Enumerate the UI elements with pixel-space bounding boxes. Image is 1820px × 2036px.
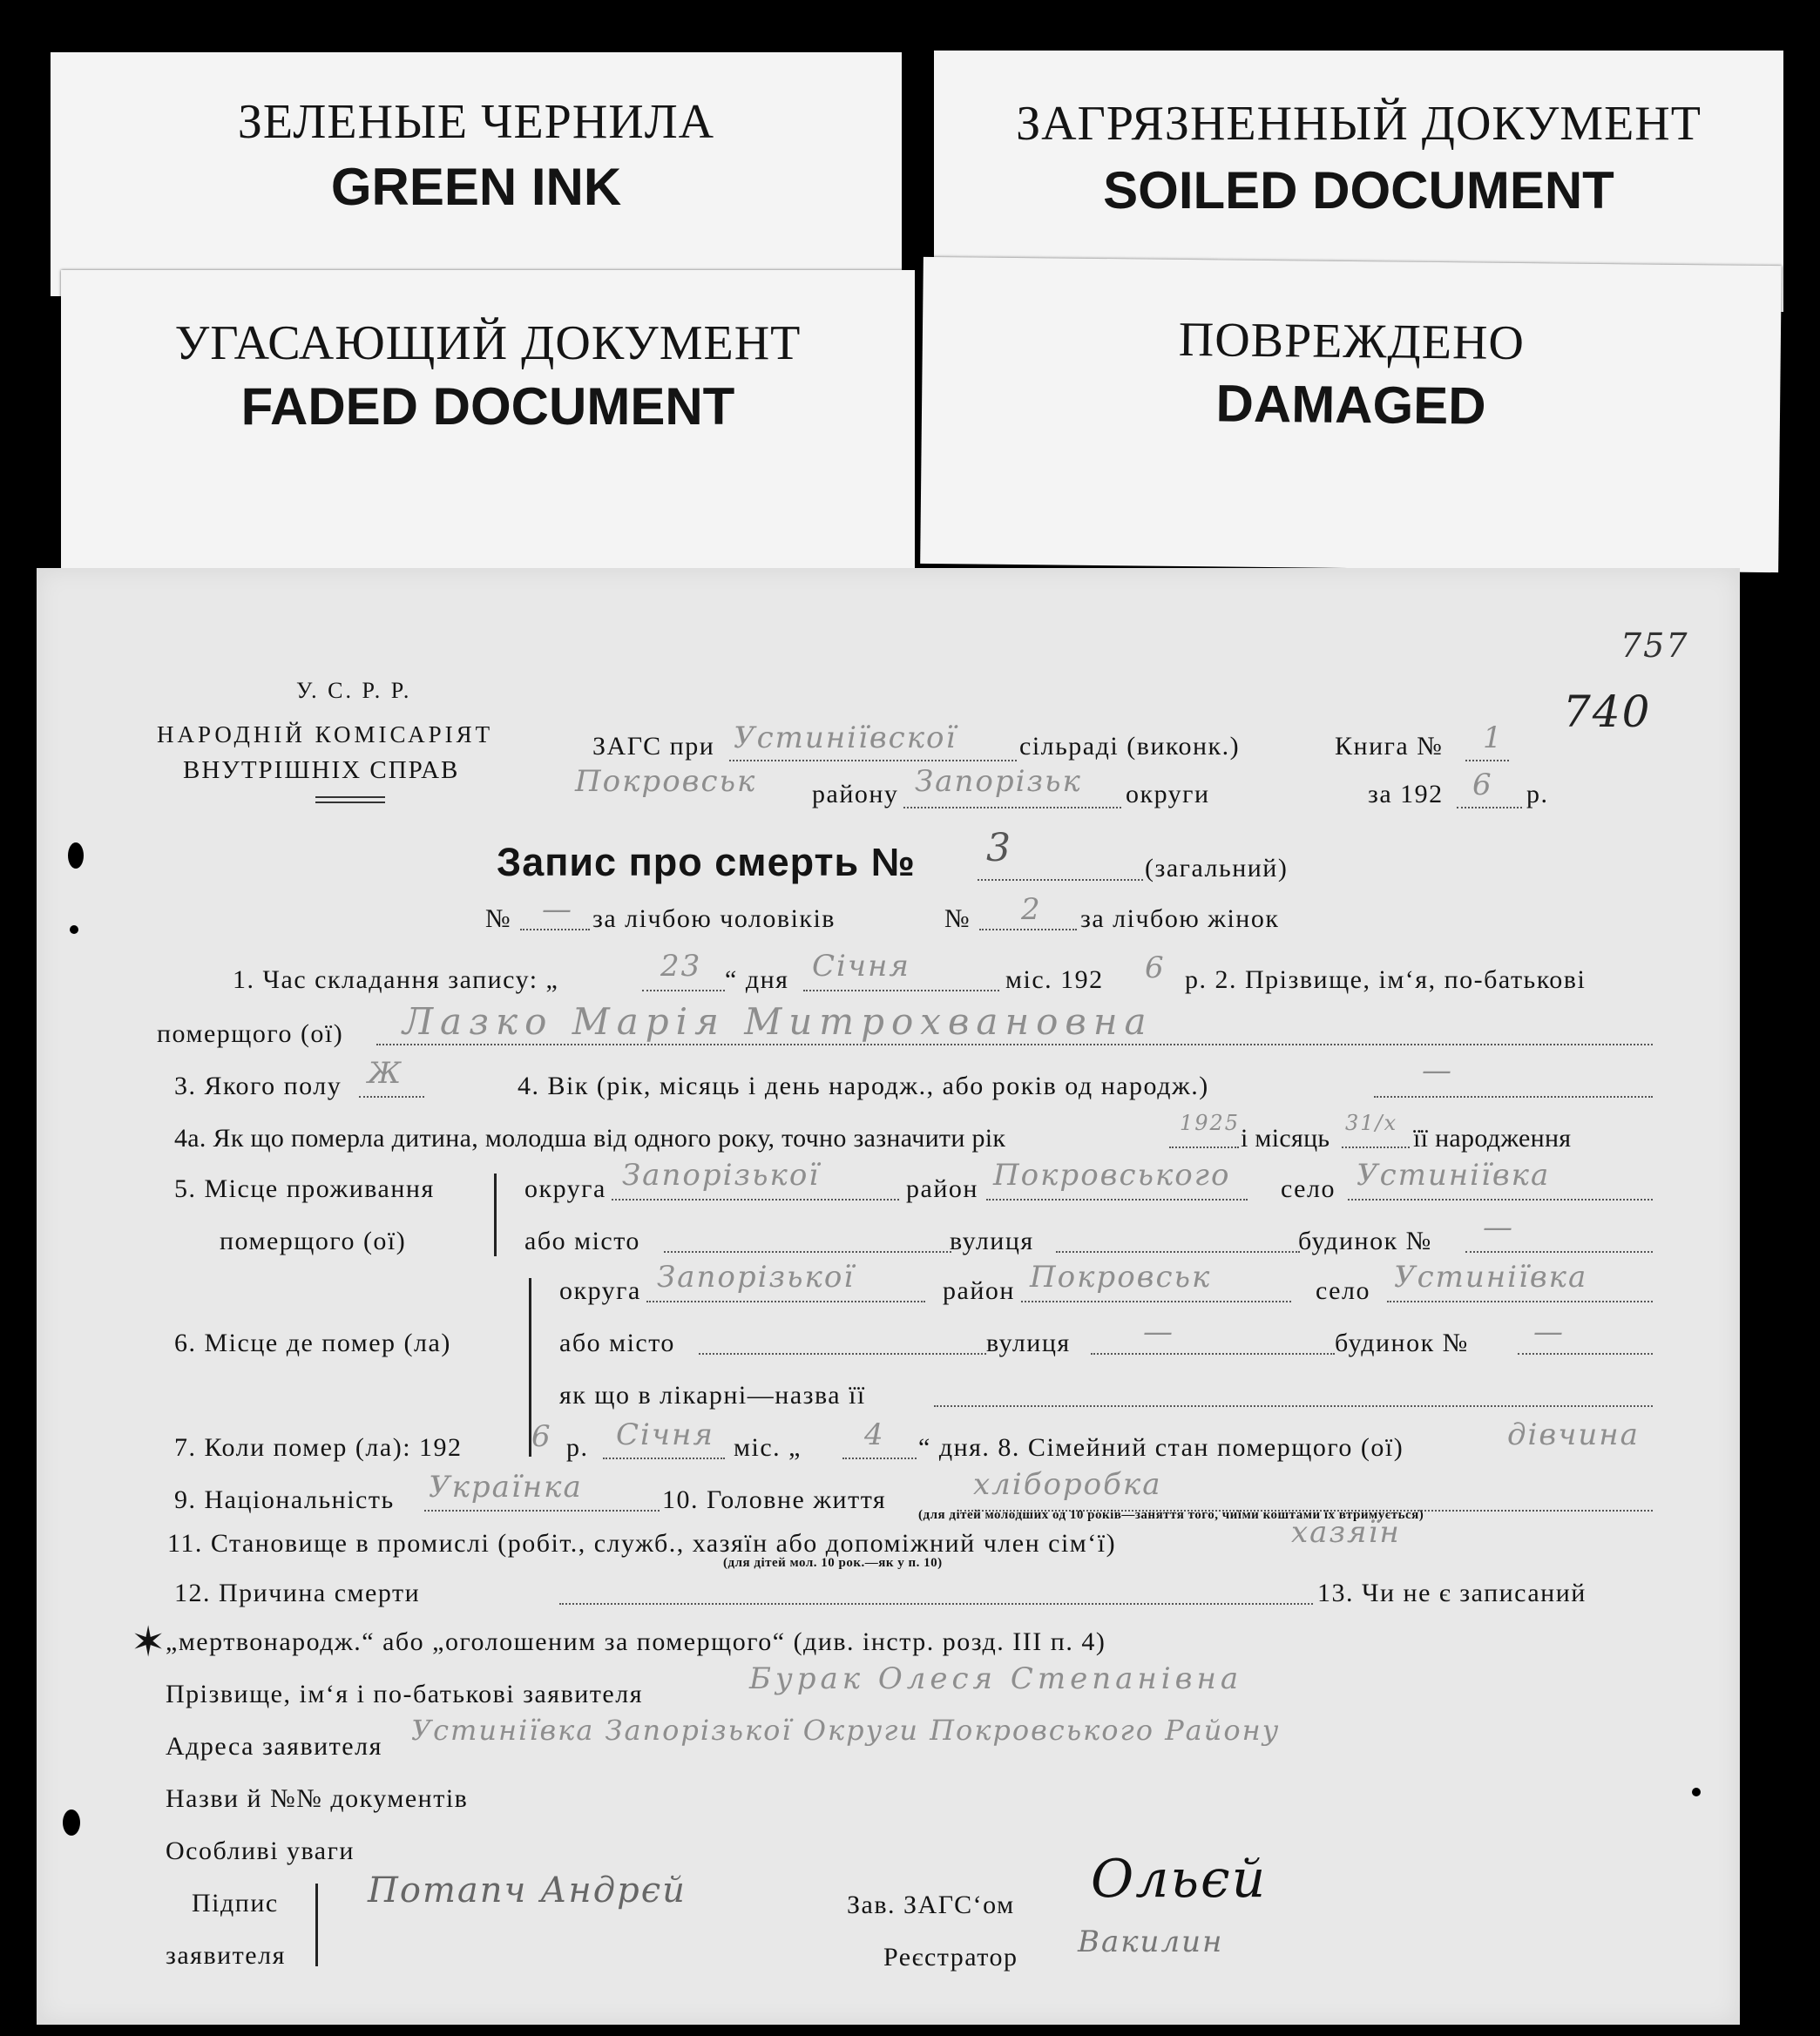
silradi-label: сільраді (виконк.) [1019, 732, 1241, 761]
year-suffix: р. [1526, 780, 1549, 808]
field-2-label: померщого (ої) [157, 1019, 344, 1048]
field-8-value: дівчина [1507, 1417, 1640, 1452]
punch-hole [1692, 1788, 1701, 1796]
book-value: 1 [1483, 720, 1504, 755]
dotted-line [1021, 1301, 1291, 1302]
field-6-budynok-value: — [1533, 1315, 1565, 1349]
dotted-line [986, 1199, 1248, 1201]
field-5-budynok-value: — [1483, 1210, 1514, 1245]
card-green-ink-en: GREEN INK [330, 158, 622, 216]
field-1-mis: міс. 192 [1005, 965, 1104, 994]
field-10-label: 10. Головне життя [662, 1485, 887, 1514]
field-5-raion-value: Покровського [993, 1158, 1231, 1193]
field-6-vulytsia-label: вулиця [986, 1329, 1071, 1357]
men-label: за лічбою чоловіків [592, 904, 836, 933]
notes-label: Особливі уваги [166, 1836, 355, 1865]
field-6-raion-label: район [943, 1276, 1015, 1305]
dotted-line [359, 1096, 424, 1098]
header-rule [315, 802, 385, 803]
dotted-line [1056, 1251, 1300, 1253]
punch-hole [68, 842, 84, 869]
dotted-line [978, 879, 1143, 881]
field-4a-month-label: і місяць [1241, 1124, 1330, 1153]
field-11-value: хазяїн [1291, 1515, 1401, 1550]
okrug-value: Запорізьк [915, 764, 1082, 799]
field-5-okruga-label: округа [524, 1174, 606, 1203]
commissariat-label: НАРОДНІЙ КОМІСАРІЯТ [157, 721, 494, 747]
applicant-value: Бурак Олеся Степанівна [749, 1661, 1243, 1696]
field-6-selo-value: Устиніївка [1394, 1260, 1588, 1295]
field-6-raion-value: Покровськ [1030, 1260, 1212, 1295]
field-13-label: 13. Чи не є записаний [1317, 1579, 1587, 1607]
field-12-label: 12. Причина смерти [174, 1579, 421, 1607]
field-1-month: Січня [812, 949, 910, 984]
dotted-line [612, 1199, 899, 1201]
field-6-label: 6. Місце де помер (ла) [174, 1329, 451, 1357]
affairs-label: ВНУТРІШНІХ СПРАВ [183, 756, 460, 784]
field-2-value: Лазко Марія Митрохвановна [403, 1000, 1154, 1043]
field-11-label: 11. Становище в промислі (робіт., служб., хазяїн або допоміжний член сім‘ї) [167, 1529, 1117, 1558]
punch-hole [70, 925, 78, 934]
field-7-year: 6 [531, 1419, 552, 1454]
field-1-rest: р. 2. Прізвище, ім‘я, по-батькові [1185, 965, 1587, 994]
card-damaged-ru: ПОВРЕЖДЕНО [1178, 312, 1526, 371]
field-1-day: 23 [660, 949, 702, 984]
raion-label: району [812, 780, 899, 808]
applicant-signature: Потапч Андрєй [368, 1870, 687, 1911]
field-6-budynok-label: будинок № [1335, 1329, 1469, 1357]
field-7-rest: “ дня. 8. Сімейний стан померщого (ої) [918, 1433, 1404, 1462]
dotted-line [376, 1044, 1653, 1045]
women-number-value: 2 [1021, 892, 1042, 927]
corner-number-top: 757 [1620, 626, 1689, 665]
card-faded-en: FADED DOCUMENT [240, 377, 735, 436]
field-5-budynok-label: будинок № [1298, 1227, 1432, 1255]
book-label: Книга № [1335, 732, 1444, 761]
dotted-line [424, 1510, 660, 1512]
dotted-line [1518, 1353, 1653, 1355]
field-4a-label: 4а. Як що померла дитина, молодша від одного року, точно зазначити рік [174, 1124, 1006, 1153]
address-value: Устиніївка Запорізької Округи Покровського Району [411, 1714, 1281, 1747]
card-green-ink [51, 52, 902, 296]
dotted-line [1348, 1199, 1653, 1201]
field-5-label-2: померщого (ої) [220, 1227, 407, 1255]
dotted-line [642, 990, 725, 991]
men-number-label: № [485, 904, 512, 933]
dotted-line [1465, 760, 1509, 761]
dotted-line [903, 807, 1121, 808]
card-damaged-en: DAMAGED [1215, 374, 1486, 436]
field-7-day: 4 [864, 1417, 885, 1452]
punch-hole [63, 1809, 80, 1836]
zags-head-signature: Ольєй [1091, 1849, 1268, 1910]
dotted-line [803, 990, 999, 991]
card-damaged [920, 257, 1782, 572]
dotted-line [1342, 1147, 1410, 1148]
star-mark: ✶ [131, 1620, 166, 1666]
dotted-line [729, 760, 1017, 761]
dotted-line [979, 929, 1077, 930]
field-4-value: — [1422, 1053, 1453, 1088]
dotted-line [664, 1251, 951, 1253]
dotted-line [603, 1458, 725, 1459]
general-label: (загальний) [1145, 854, 1289, 883]
record-title: Запис про смерть № [497, 840, 916, 884]
registrar-label: Реєстратор [883, 1943, 1018, 1972]
address-label: Адреса заявителя [166, 1732, 382, 1761]
field-5-vulytsia-label: вулиця [950, 1227, 1034, 1255]
field-6-okruga-value: Запорізької [657, 1260, 856, 1295]
men-number-value: — [542, 892, 573, 927]
field-9-value: Українка [429, 1470, 583, 1505]
dotted-line [520, 929, 590, 930]
year-value: 6 [1472, 768, 1493, 802]
record-number: 3 [986, 826, 1012, 870]
field-5-selo-value: Устиніївка [1357, 1158, 1551, 1193]
field-3-label: 3. Якого полу [174, 1072, 342, 1100]
card-green-ink-ru: ЗЕЛЕНЫЕ ЧЕРНИЛА [237, 95, 715, 149]
field-5-misto-label: або місто [524, 1227, 640, 1255]
field-5-label-1: 5. Місце проживання [174, 1174, 435, 1203]
women-label: за лічбою жінок [1080, 904, 1280, 933]
dotted-line [842, 1458, 917, 1459]
field-6-hospital-label: як що в лікарні—назва її [559, 1381, 866, 1410]
dotted-line [1374, 1096, 1653, 1098]
field-4a-year: 1925 [1180, 1111, 1241, 1135]
year-label: за 192 [1368, 780, 1444, 808]
registrar-signature: Вакилин [1078, 1924, 1224, 1959]
field-11-note: (для дітей мол. 10 рок.—як у п. 10) [723, 1556, 943, 1570]
okrug-label: округи [1126, 780, 1210, 808]
dotted-line [646, 1301, 925, 1302]
field-6-okruga-label: округа [559, 1276, 641, 1305]
field-13-line-2: „мертвонародж.“ або „оголошеним за померщого“ (див. інстр. розд. III п. 4) [166, 1627, 1106, 1656]
sign-label-2: заявителя [166, 1941, 286, 1970]
field-7-r: р. [566, 1433, 589, 1462]
field-6-vulytsia-value: — [1143, 1315, 1174, 1349]
sign-label-1: Підпис [192, 1889, 279, 1918]
dotted-line [1387, 1301, 1653, 1302]
corner-number-second: 740 [1563, 687, 1652, 737]
field-7-label: 7. Коли помер (ла): 192 [174, 1433, 463, 1462]
card-faded-ru: УГАСАЮЩИЙ ДОКУМЕНТ [174, 316, 802, 370]
field-7-month: Січня [616, 1417, 714, 1452]
raion-value: Покровськ [575, 764, 757, 799]
field-4-label: 4. Вік (рік, місяць і день народж., або років од народж.) [518, 1072, 1209, 1100]
card-soiled-ru: ЗАГРЯЗНЕННЫЙ ДОКУМЕНТ [1016, 97, 1702, 151]
dotted-line [1091, 1353, 1335, 1355]
zags-label: ЗАГС при [592, 732, 715, 761]
field-1-day-suffix: “ дня [725, 965, 789, 994]
women-number-label: № [944, 904, 971, 933]
field-3-value: Ж [368, 1056, 403, 1091]
card-soiled-en: SOILED DOCUMENT [1103, 161, 1614, 220]
death-record-form [37, 568, 1740, 2025]
dotted-line [1457, 807, 1522, 808]
field-10-note: (для дітей молодших од 10 років—заняття того, чиїми коштами їх втримується) [918, 1508, 1424, 1522]
field-6-misto-label: або місто [559, 1329, 675, 1357]
dotted-line [559, 1603, 1313, 1605]
dotted-line [1465, 1251, 1653, 1253]
dotted-line [699, 1353, 986, 1355]
dotted-line [934, 1405, 1653, 1407]
field-5-raion-label: район [906, 1174, 978, 1203]
card-faded [61, 270, 915, 571]
dotted-line [1169, 1147, 1239, 1148]
field-4a-month: 31/х [1345, 1111, 1398, 1135]
ussr-label: У. С. Р. Р. [296, 678, 412, 703]
field-5-okruga-value: Запорізької [622, 1158, 821, 1193]
zags-head-label: Зав. ЗАГС‘ом [847, 1891, 1015, 1919]
field-5-selo-label: село [1281, 1174, 1336, 1203]
field-1-label: 1. Час складання запису: „ [233, 965, 559, 994]
field-7-mis: міс. „ [734, 1433, 802, 1462]
header-rule [315, 796, 385, 798]
field-4a-end: її народження [1413, 1124, 1572, 1153]
sign-brace [315, 1884, 318, 1966]
zags-value: Устиніївскої [734, 720, 957, 755]
field-6-selo-label: село [1316, 1276, 1370, 1305]
documents-label: Назви й №№ документів [166, 1784, 469, 1813]
field-5-brace [494, 1174, 497, 1256]
applicant-label: Прізвище, ім‘я і по-батькові заявителя [166, 1680, 644, 1708]
field-9-label: 9. Національність [174, 1485, 395, 1514]
field-1-year: 6 [1145, 950, 1166, 985]
field-10-value: хліборобка [973, 1467, 1162, 1502]
